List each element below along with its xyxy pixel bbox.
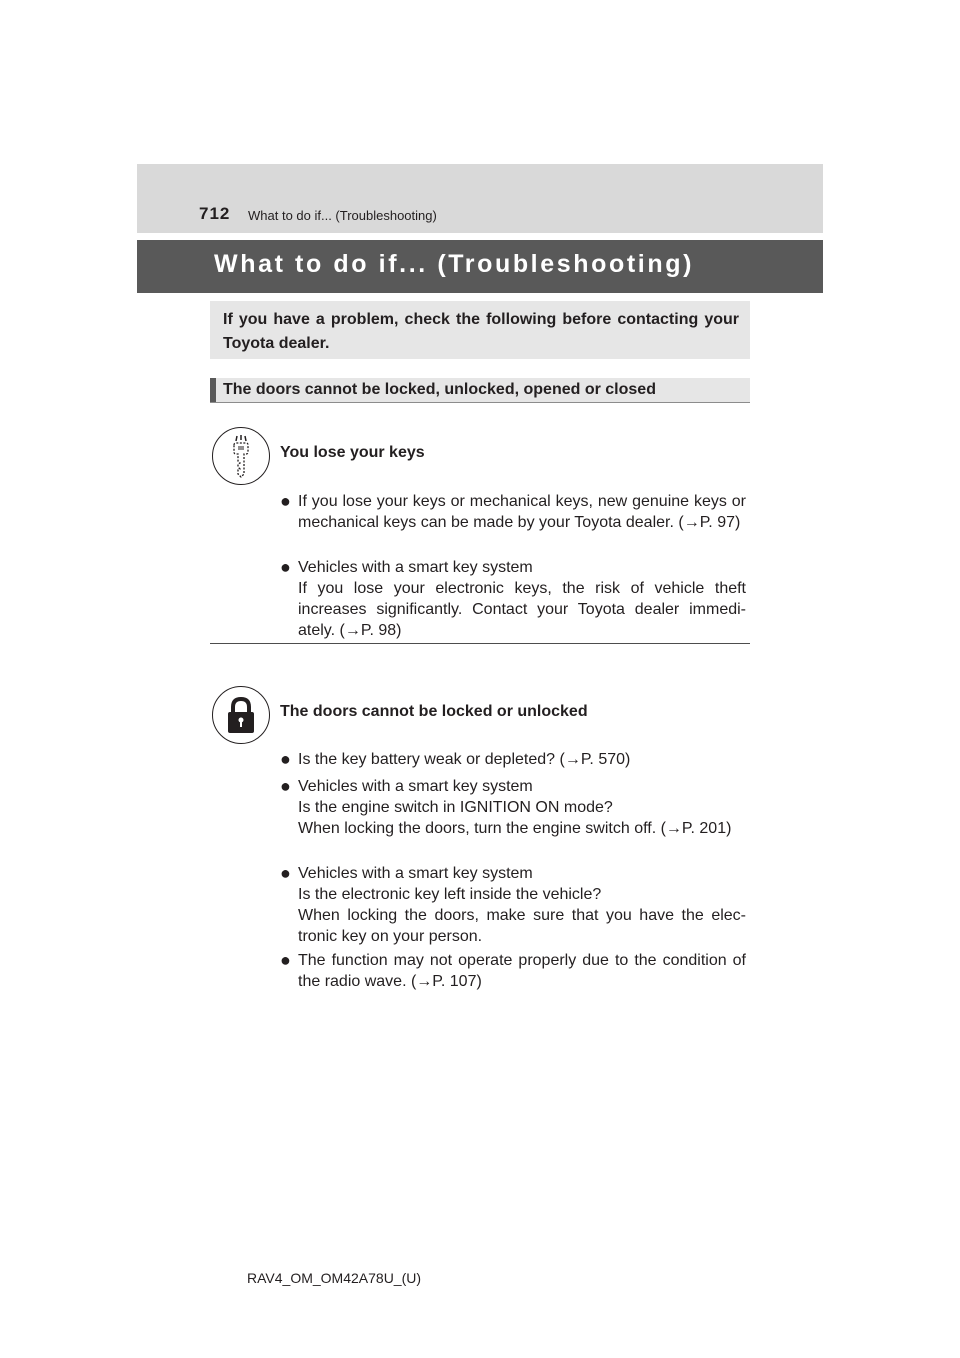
- lose-keys-bullet-1: [280, 491, 746, 533]
- page-title: What to do if... (Troubleshooting): [214, 250, 694, 278]
- section-heading: [210, 378, 750, 403]
- running-head: What to do if... (Troubleshooting): [248, 208, 437, 223]
- lose-keys-bullet-2: [280, 557, 746, 641]
- doors-locked-bullet-1: [280, 749, 746, 770]
- doors-locked-bullet-4: [280, 950, 746, 992]
- bullet-text: Vehicles with a smart key system: [298, 778, 533, 795]
- bullet-text: Is the key battery weak or depleted? (→P. 570): [298, 751, 631, 768]
- bullet-text: When locking the doors, make sure that you have the elec-tronic key on your person.: [298, 907, 746, 945]
- bullet-dot: ●: [280, 749, 291, 769]
- bullet-text: If you lose your keys or mechanical keys, new genuine keys or mechanical keys can be made by your Toyota dealer. (→P. 97): [298, 493, 746, 531]
- bullet-text: When locking the doors, turn the engine switch off. (→P. 201): [298, 820, 732, 837]
- bullet-dot: ●: [280, 950, 291, 970]
- bullet-text: If you lose your electronic keys, the risk of vehicle theft increases significantly. Contact your Toyota dealer immedi-ately. (→P. 98): [298, 580, 746, 639]
- bullet-dot: ●: [280, 557, 291, 577]
- document-code: RAV4_OM_OM42A78U_(U): [247, 1270, 422, 1286]
- bullet-text: Vehicles with a smart key system: [298, 559, 533, 576]
- doors-locked-bullet-2: [280, 776, 746, 839]
- intro-text: If you have a problem, check the following before contacting your Toyota dealer.: [223, 311, 739, 352]
- section-heading-label: The doors cannot be locked, unlocked, opened or closed: [223, 381, 656, 398]
- header-band: [137, 164, 823, 233]
- bullet-dot: ●: [280, 863, 291, 883]
- section-heading-bar: [210, 378, 216, 402]
- lock-icon: [212, 686, 270, 744]
- doors-locked-bullet-3: [280, 863, 746, 947]
- section-divider: [210, 643, 750, 644]
- bullet-dot: ●: [280, 491, 291, 511]
- bullet-text: The function may not operate properly due to the condition of the radio wave. (→P. 107): [298, 952, 746, 990]
- page-number: 712: [199, 204, 231, 223]
- bullet-text: Vehicles with a smart key system: [298, 865, 533, 882]
- bullet-text: Is the engine switch in IGNITION ON mode?: [298, 799, 613, 816]
- doors-locked-heading: The doors cannot be locked or unlocked: [280, 703, 588, 720]
- bullet-text: Is the electronic key left inside the vehicle?: [298, 886, 602, 903]
- key-icon: [212, 427, 270, 485]
- lose-keys-heading: You lose your keys: [280, 444, 425, 461]
- bullet-dot: ●: [280, 776, 291, 796]
